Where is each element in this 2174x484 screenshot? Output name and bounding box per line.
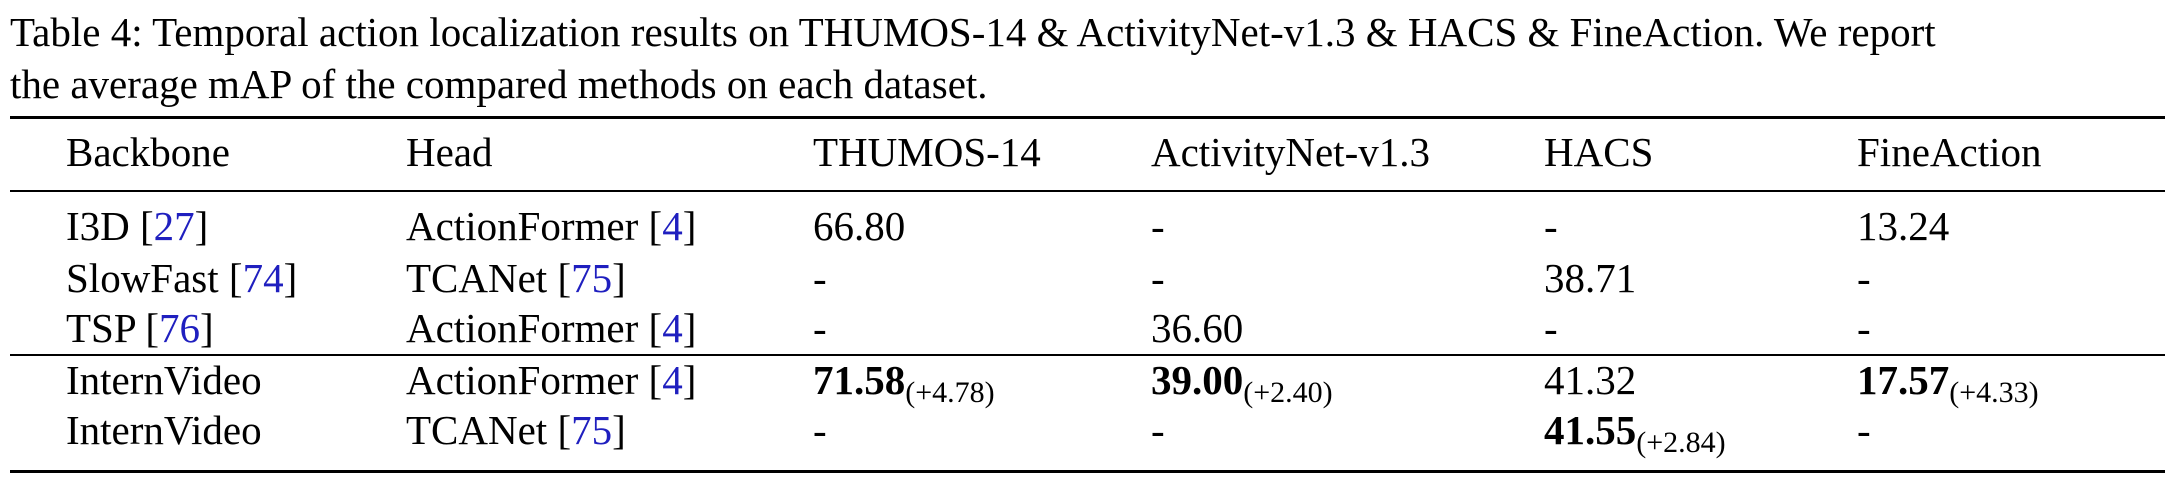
citation-link[interactable]: 75 — [571, 255, 613, 301]
head-cell: TCANet [75] — [406, 407, 626, 453]
activitynet-cell: - — [1151, 255, 1165, 301]
hacs-cell: - — [1544, 305, 1558, 351]
table-row — [0, 252, 2174, 304]
backbone-cell: TSP [76] — [66, 305, 214, 351]
head-cell: ActionFormer [4] — [406, 203, 697, 249]
header-hacs: HACS — [1544, 129, 1654, 175]
header-thumos: THUMOS-14 — [813, 129, 1041, 175]
header-activitynet: ActivityNet-v1.3 — [1151, 129, 1430, 175]
header-backbone: Backbone — [66, 129, 230, 175]
activitynet-cell: 36.60 — [1151, 305, 1244, 351]
bottom-rule — [10, 470, 2165, 473]
header-rule — [10, 190, 2165, 192]
hacs-cell: 41.55(+2.84) — [1544, 407, 1726, 459]
table-header-row — [0, 126, 2174, 178]
citation-link[interactable]: 4 — [662, 305, 683, 351]
citation-link[interactable]: 75 — [571, 407, 613, 453]
head-cell: ActionFormer [4] — [406, 357, 697, 403]
fineaction-cell: - — [1857, 305, 1871, 351]
caption-line-1: Table 4: Temporal action localization results on THUMOS-14 & ActivityNet-v1.3 & HACS & FineAction. We report — [10, 9, 1936, 55]
backbone-cell: InternVideo — [66, 357, 262, 403]
citation-link[interactable]: 27 — [153, 203, 195, 249]
hacs-cell: 38.71 — [1544, 255, 1637, 301]
table-row — [0, 354, 2174, 409]
activitynet-cell: - — [1151, 203, 1165, 249]
backbone-cell: SlowFast [74] — [66, 255, 298, 301]
fineaction-cell: 17.57(+4.33) — [1857, 357, 2039, 409]
improvement-delta: (+2.40) — [1243, 376, 1333, 409]
fineaction-cell: - — [1857, 255, 1871, 301]
caption-line-2: the average mAP of the compared methods on each dataset. — [10, 61, 988, 107]
thumos-cell: - — [813, 407, 827, 453]
backbone-cell: InternVideo — [66, 407, 262, 453]
head-cell: ActionFormer [4] — [406, 305, 697, 351]
header-head: Head — [406, 129, 493, 175]
backbone-cell: I3D [27] — [66, 203, 209, 249]
table-row — [0, 404, 2174, 459]
fineaction-cell: - — [1857, 407, 1871, 453]
improvement-delta: (+4.78) — [905, 376, 995, 409]
head-cell: TCANet [75] — [406, 255, 626, 301]
activitynet-cell: 39.00(+2.40) — [1151, 357, 1333, 409]
improvement-delta: (+4.33) — [1949, 376, 2039, 409]
activitynet-cell: - — [1151, 407, 1165, 453]
hacs-cell: - — [1544, 203, 1558, 249]
citation-link[interactable]: 74 — [242, 255, 284, 301]
hacs-cell: 41.32 — [1544, 357, 1637, 403]
table-row — [0, 302, 2174, 354]
improvement-delta: (+2.84) — [1636, 426, 1726, 459]
thumos-cell: - — [813, 305, 827, 351]
table-caption — [10, 6, 2170, 110]
citation-link[interactable]: 4 — [662, 203, 683, 249]
thumos-cell: - — [813, 255, 827, 301]
thumos-cell: 66.80 — [813, 203, 906, 249]
top-rule — [10, 116, 2165, 119]
citation-link[interactable]: 4 — [662, 357, 683, 403]
header-fineaction: FineAction — [1857, 129, 2042, 175]
fineaction-cell: 13.24 — [1857, 203, 1950, 249]
citation-link[interactable]: 76 — [159, 305, 201, 351]
table-row — [0, 200, 2174, 252]
thumos-cell: 71.58(+4.78) — [813, 357, 995, 409]
